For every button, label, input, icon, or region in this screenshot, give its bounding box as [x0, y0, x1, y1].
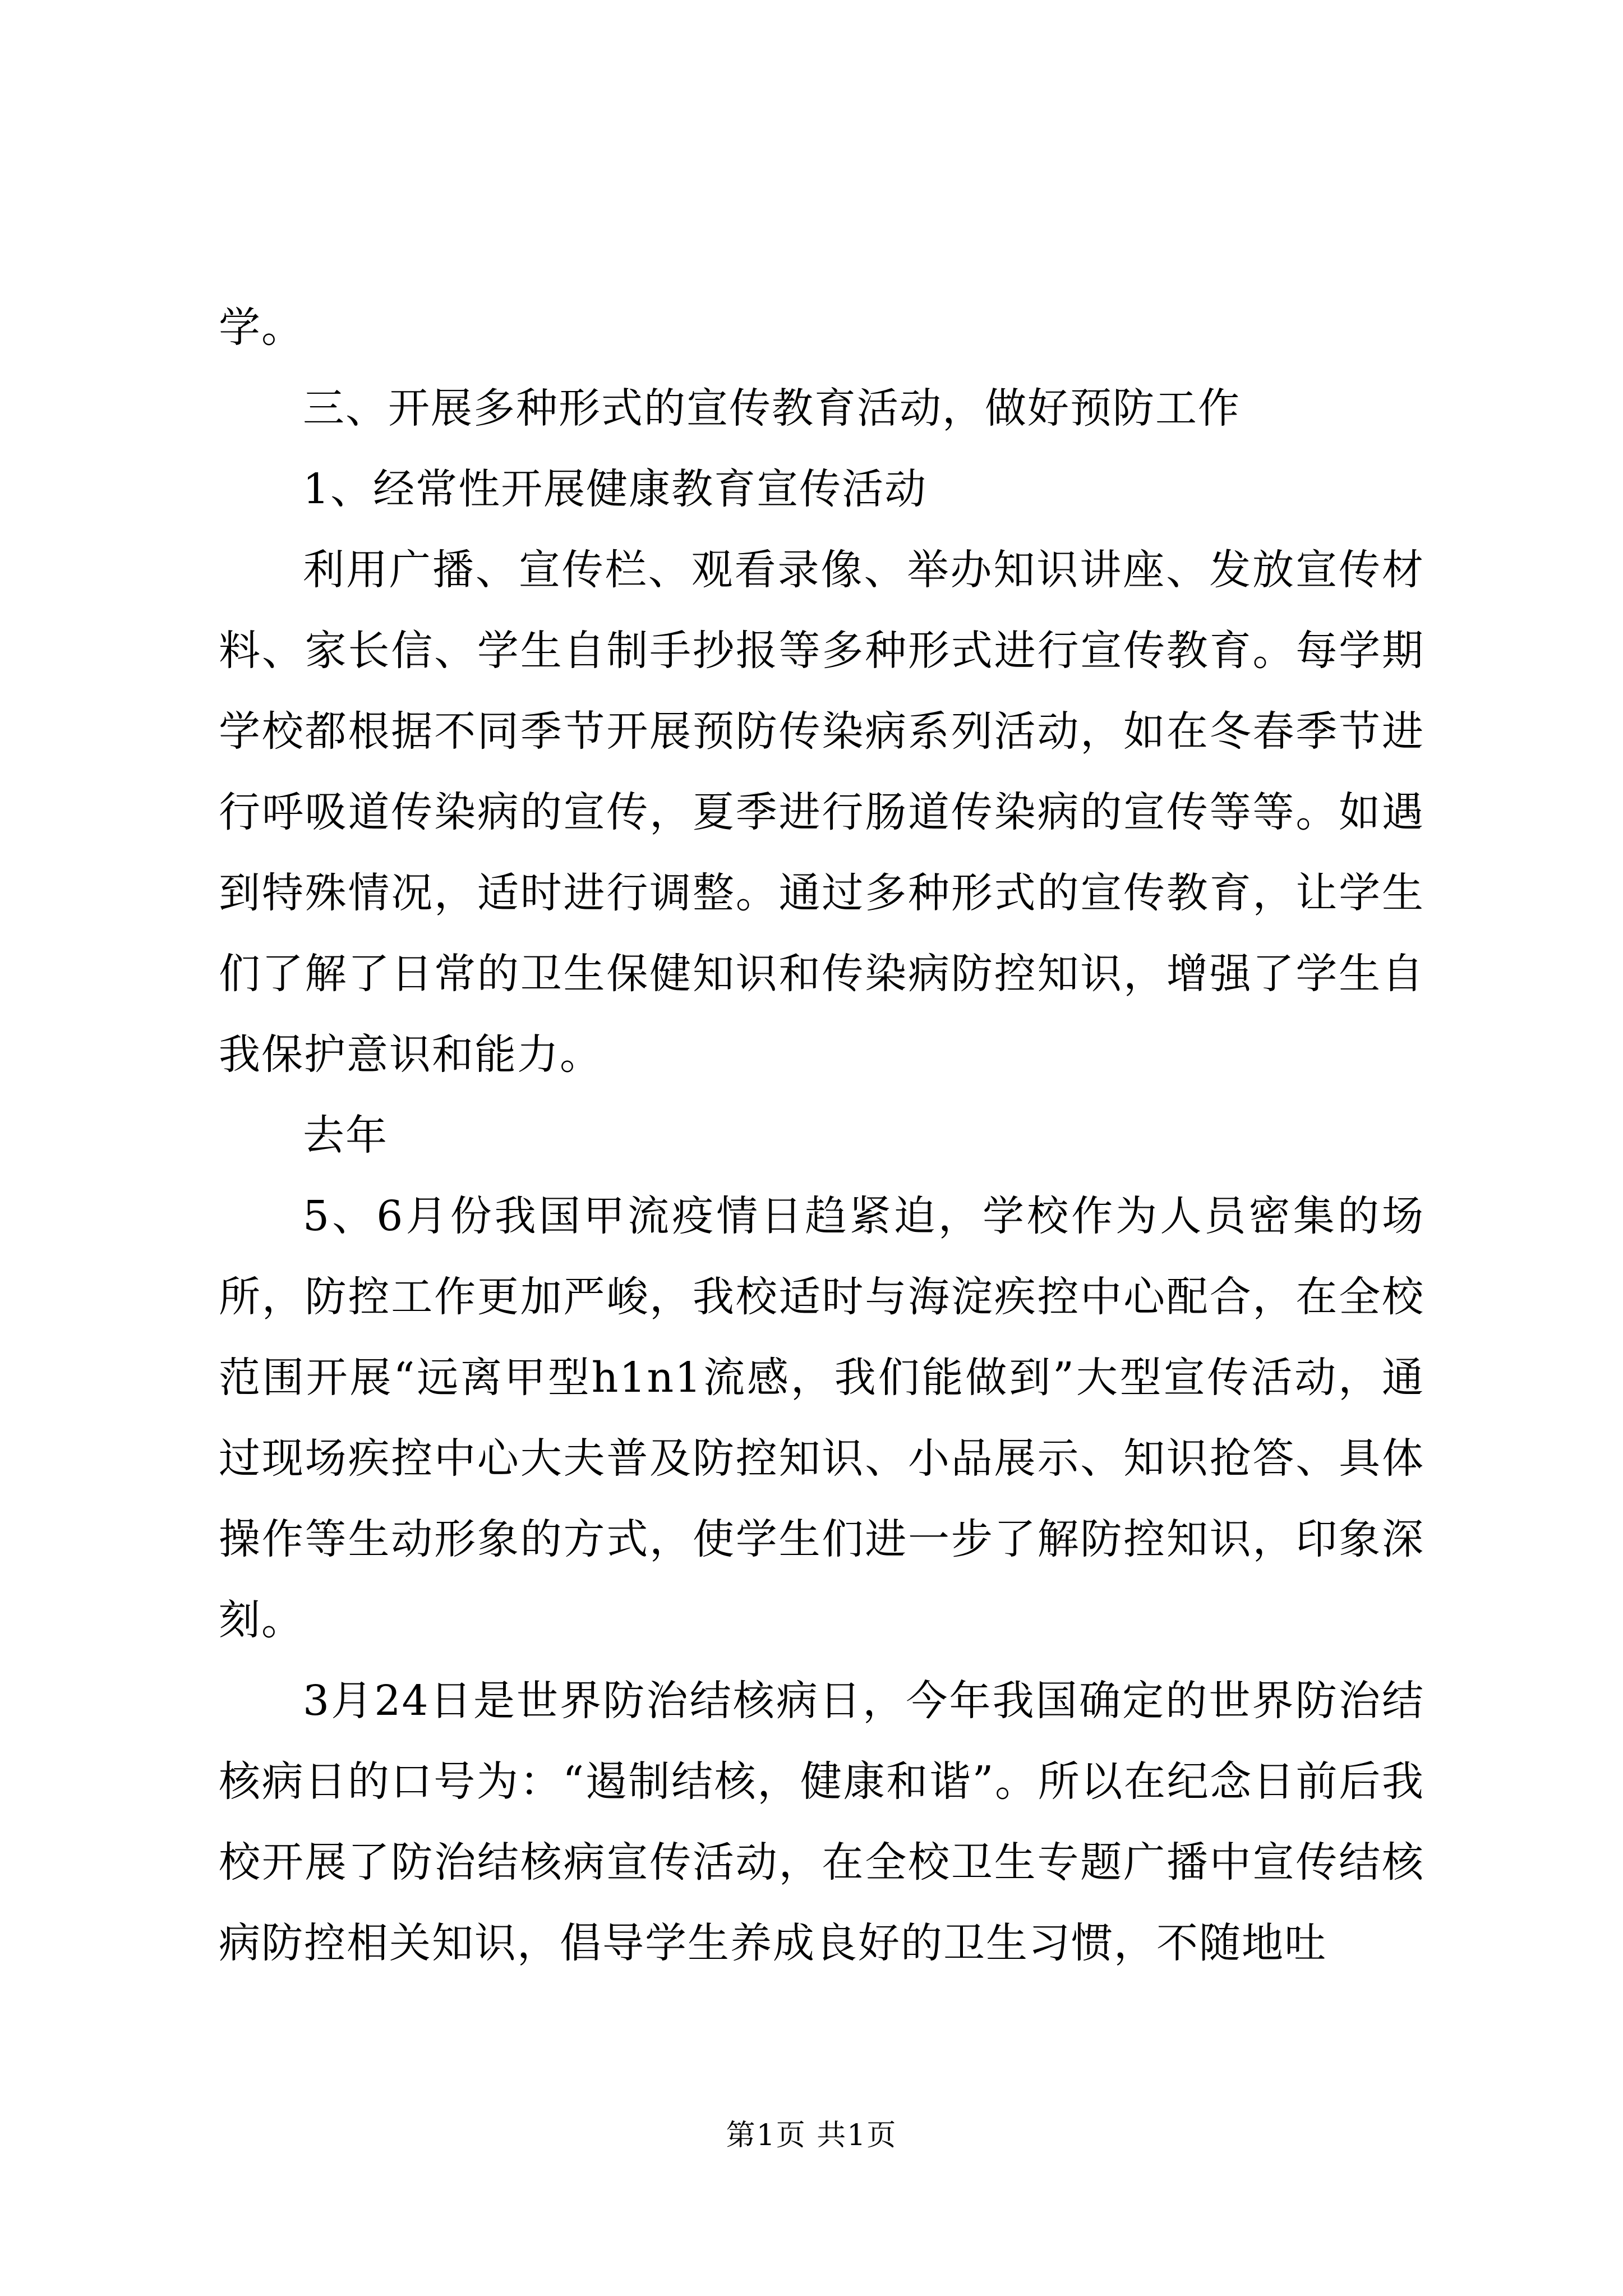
page-number: 第1页 共1页	[726, 2119, 897, 2152]
paragraph-h1n1-campaign: 5、6月份我国甲流疫情日趋紧迫，学校作为人员密集的场所，防控工作更加严峻，我校适时与海淀疾控中心配合，在全校范围开展“远离甲型h1n1流感，我们能做到”大型宣传活动，通过现场疾控中心大夫普及防控知识、小品展示、知识抢答、具体操作等生动形象的方式，使学生们进一步了解防控知识，印象深刻。	[219, 1192, 1424, 1644]
paragraph-continuation: 学。	[219, 303, 304, 352]
page-footer	[0, 2116, 1623, 2155]
section-heading: 三、开展多种形式的宣传教育活动，做好预防工作	[303, 384, 1241, 432]
paragraph-publicity-methods: 利用广播、宣传栏、观看录像、举办知识讲座、发放宣传材料、家长信、学生自制手抄报等多种形式进行宣传教育。每学期学校都根据不同季节开展预防传染病系列活动，如在冬春季节进行呼吸道传染病的宣传，夏季进行肠道传染病的宣传等等。如遇到特殊情况，适时进行调整。通过多种形式的宣传教育，让学生们了解了日常的卫生保健知识和传染病防控知识，增强了学生自我保护意识和能力。	[219, 546, 1424, 1079]
paragraph-last-year: 去年	[303, 1111, 388, 1159]
subsection-heading: 1、经常性开展健康教育宣传活动	[303, 465, 928, 513]
paragraph-tuberculosis-day: 3月24日是世界防治结核病日，今年我国确定的世界防治结核病日的口号为：“遏制结核，健康和谐”。所以在纪念日前后我校开展了防治结核病宣传活动，在全校卫生专题广播中宣传结核病防控相关知识，倡导学生养成良好的卫生习惯，不随地吐	[219, 1677, 1424, 1967]
document-body	[219, 287, 1424, 1984]
